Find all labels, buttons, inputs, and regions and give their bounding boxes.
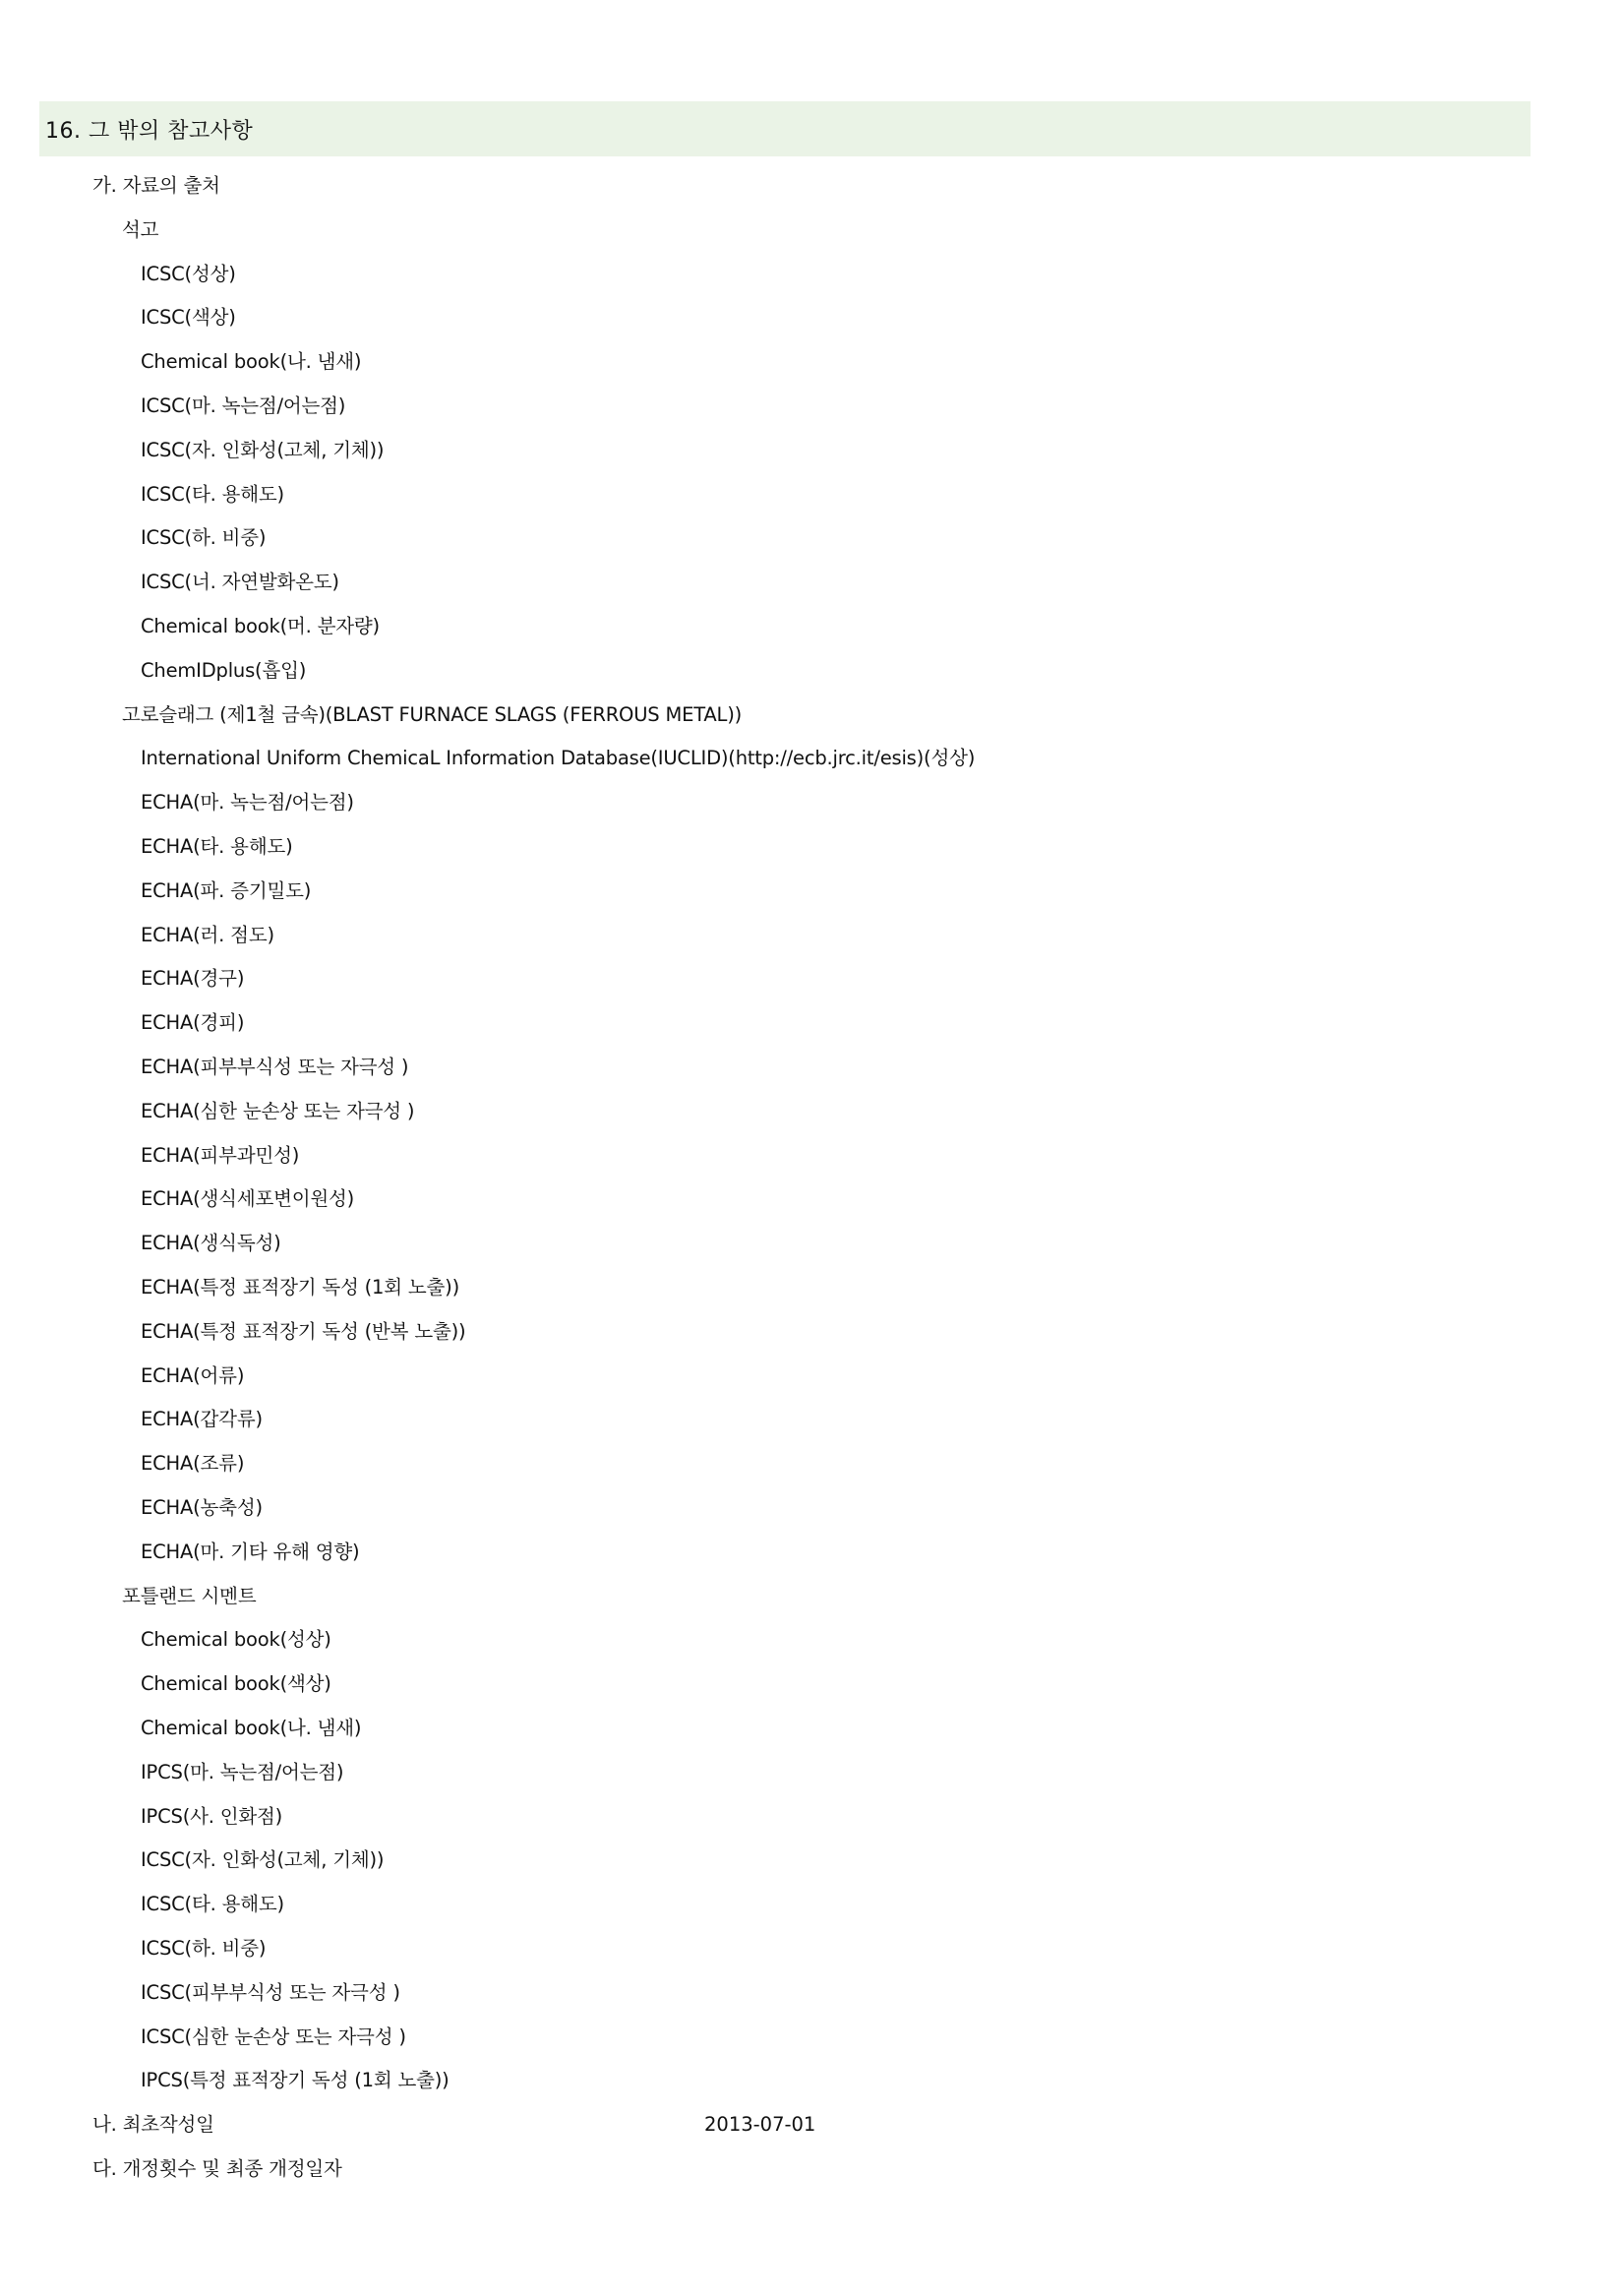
source-item: ECHA(러. 점도) [141,923,274,946]
source-group-name: 포틀랜드 시멘트 [122,1584,257,1607]
source-item: ICSC(성상) [141,262,236,285]
source-item: ICSC(하. 비중) [141,1937,267,1960]
section-title: 16. 그 밖의 참고사항 [39,101,1531,156]
source-item: Chemical book(머. 분자량) [141,615,380,637]
source-item: ICSC(심한 눈손상 또는 자극성 ) [141,2024,406,2048]
source-item: ECHA(타. 용해도) [141,835,293,858]
source-item: ECHA(피부과민성) [141,1143,300,1167]
source-item: Chemical book(성상) [141,1628,331,1652]
revision-label: 다. 개정횟수 및 최종 개정일자 [92,2157,342,2180]
source-item: ICSC(색상) [141,306,236,330]
source-item: ChemIDplus(흡입) [141,658,307,682]
source-item: ICSC(자. 인화성(고체, 기체)) [141,438,385,461]
source-item: ICSC(피부부식성 또는 자극성 ) [141,1980,400,2004]
source-item: ECHA(경피) [141,1011,245,1035]
source-item: ICSC(마. 녹는점/어는점) [141,394,346,417]
source-item: ECHA(생식독성) [141,1232,281,1255]
source-group-name: 고로슬래그 (제1철 금속)(BLAST FURNACE SLAGS (FERROUS METAL)) [122,702,743,726]
source-item: IPCS(특정 표적장기 독성 (1회 노출)) [141,2069,450,2092]
source-item: International Uniform ChemicaL Information Database(IUCLID)(http://ecb.jrc.it/esis)(성상) [141,747,976,770]
source-item: ECHA(농축성) [141,1496,263,1519]
source-item: IPCS(사. 인화점) [141,1804,283,1828]
source-item: ECHA(경구) [141,967,245,991]
source-item: ICSC(자. 인화성(고체, 기체)) [141,1848,385,1872]
source-item: ECHA(마. 기타 유해 영향) [141,1540,360,1563]
source-item: ICSC(타. 용해도) [141,482,284,506]
sources-heading: 가. 자료의 출처 [92,174,220,197]
source-item: ECHA(마. 녹는점/어는점) [141,791,354,815]
source-item: ECHA(조류) [141,1452,245,1476]
initial-date-value: 2013-07-01 [704,2113,816,2137]
source-item: IPCS(마. 녹는점/어는점) [141,1760,344,1783]
source-item: Chemical book(색상) [141,1672,331,1696]
initial-date-label: 나. 최초작성일 [92,2113,214,2137]
source-item: Chemical book(나. 냄새) [141,350,362,374]
source-item: ICSC(하. 비중) [141,526,267,550]
source-item: ECHA(심한 눈손상 또는 자극성 ) [141,1099,415,1122]
source-item: ECHA(어류) [141,1363,245,1387]
source-item: ECHA(특정 표적장기 독성 (1회 노출)) [141,1276,459,1299]
source-item: ECHA(생식세포변이원성) [141,1187,355,1211]
source-item: ICSC(너. 자연발화온도) [141,571,339,594]
source-item: ICSC(타. 용해도) [141,1893,284,1916]
source-item: ECHA(갑각류) [141,1408,263,1431]
source-item: ECHA(특정 표적장기 독성 (반복 노출)) [141,1319,466,1343]
source-item: ECHA(파. 증기밀도) [141,878,312,902]
source-item: ECHA(피부부식성 또는 자극성 ) [141,1056,409,1078]
source-item: Chemical book(나. 냄새) [141,1717,362,1739]
source-group-name: 석고 [122,217,159,241]
